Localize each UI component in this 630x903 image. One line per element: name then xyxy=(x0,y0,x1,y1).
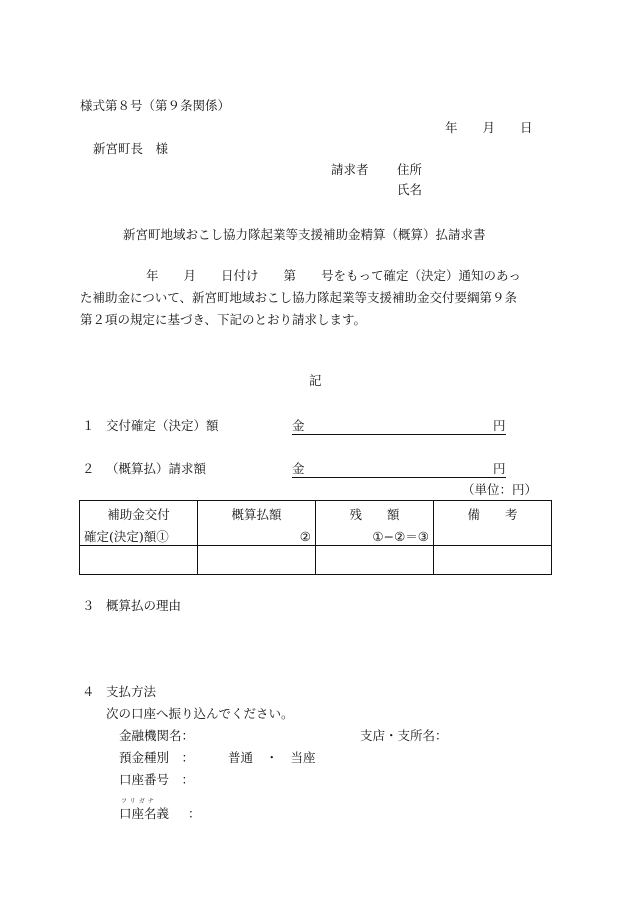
table-cell-balance[interactable] xyxy=(316,546,434,575)
address-label: 住所 xyxy=(397,162,423,177)
body-line-3: 第２項の規定に基づき、下記のとおり請求します。 xyxy=(80,312,367,327)
form-number: 様式第８号（第９条関係） xyxy=(80,98,231,113)
table-cell-remarks[interactable] xyxy=(434,546,552,575)
table-cell-advance-amount[interactable] xyxy=(198,546,316,575)
item1-number: １ xyxy=(82,418,95,433)
deposit-type-options[interactable]: 普通 ・ 当座 xyxy=(228,750,316,765)
item2-number: ２ xyxy=(82,461,95,476)
payment-instruction: 次の口座へ振り込んでください。 xyxy=(106,706,294,721)
table-col-remarks: 備 考 xyxy=(434,501,552,546)
account-name-label: 口座名義 xyxy=(119,806,170,821)
item4-number: ４ xyxy=(82,684,95,699)
name-label: 氏名 xyxy=(397,182,423,197)
item1-yen: 円 xyxy=(493,418,506,433)
date-line: 年 月 日 xyxy=(445,120,533,135)
item1-kin: 金 xyxy=(292,418,305,433)
table-col-advance-amount: 概算払額 ② xyxy=(198,501,316,546)
body-line-1: 年 月 日付け 第 号をもって確定（決定）通知のあっ xyxy=(146,268,521,283)
item2-kin: 金 xyxy=(292,461,305,476)
item1-label: 交付確定（決定）額 xyxy=(106,418,219,433)
deposit-type-label: 預金種別 ： xyxy=(119,750,195,765)
requester-label: 請求者 xyxy=(331,162,369,177)
item4-label: 支払方法 xyxy=(106,684,157,699)
table-row xyxy=(80,546,552,575)
item2-yen: 円 xyxy=(493,461,506,476)
item3-label: 概算払の理由 xyxy=(106,598,182,613)
item3-number: ３ xyxy=(82,598,95,613)
account-number-label: 口座番号 ： xyxy=(119,772,195,787)
item2-label: （概算払）請求額 xyxy=(106,461,207,476)
branch-name-label: 支店・支所名： xyxy=(360,728,448,743)
amount-table xyxy=(79,500,552,575)
table-col-balance: 残 額 ①−②＝③ xyxy=(316,501,434,546)
bank-name-label: 金融機関名： xyxy=(119,728,195,743)
unit-label: （単位：円） xyxy=(462,482,538,497)
addressee: 新宮町長 様 xyxy=(93,141,169,156)
ki-heading: 記 xyxy=(309,373,322,388)
table-cell-confirmed-amount[interactable] xyxy=(80,546,198,575)
item1-amount-underline xyxy=(292,434,506,435)
table-col-confirmed-amount: 補助金交付 確定(決定)額① xyxy=(80,501,198,546)
document-title: 新宮町地域おこし協力隊起業等支援補助金精算（概算）払請求書 xyxy=(123,227,486,242)
account-name-colon: ： xyxy=(188,806,201,821)
body-line-2: た補助金について、新宮町地域おこし協力隊起業等支援補助金交付要綱第９条 xyxy=(80,290,518,305)
item2-amount-underline xyxy=(292,477,506,478)
account-name-furigana: フリガナ xyxy=(121,798,157,805)
table-header-row xyxy=(80,501,552,546)
